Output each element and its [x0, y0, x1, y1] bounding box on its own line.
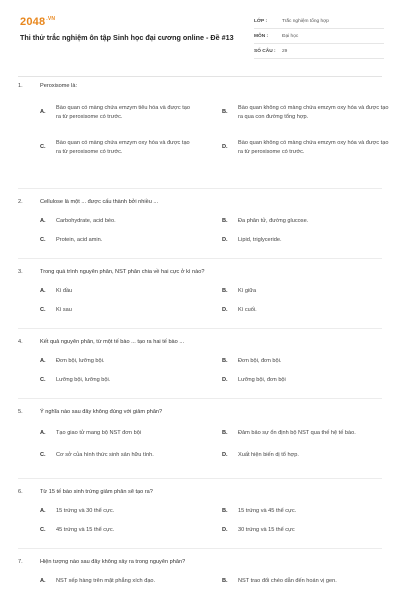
option-letter: C.: [40, 307, 46, 314]
option-text: Đảm bảo sự ổn định bộ NST qua thế hệ tế bào.: [238, 429, 356, 436]
option-text: Đơn bội, lưỡng bội.: [56, 358, 105, 365]
question-item: [18, 549, 382, 600]
option-text: Kì sau: [56, 307, 72, 314]
question-number: 2.: [18, 199, 23, 205]
answer-option-d[interactable]: [222, 130, 400, 165]
question-number: 6.: [18, 489, 23, 495]
option-text: Đa phân tử, đường glucose.: [238, 218, 309, 225]
question-number: 1.: [18, 83, 23, 89]
answer-option-b[interactable]: [222, 352, 400, 371]
answer-option-c[interactable]: [40, 301, 222, 320]
answer-option-b[interactable]: [222, 212, 400, 231]
question-number: 7.: [18, 559, 23, 565]
option-text: Kì đầu: [56, 288, 73, 295]
question-text: Hiện tượng nào sau đây không xảy ra trong nguyên phân?: [40, 559, 186, 565]
option-text: Xuất hiện biến dị tổ hợp.: [238, 452, 299, 459]
option-text: Kì cuối.: [238, 307, 257, 314]
question-list: [18, 77, 389, 600]
option-letter: D.: [222, 237, 228, 244]
option-text: 15 trứng và 45 thể cực.: [238, 508, 297, 515]
exam-meta: [254, 14, 384, 59]
meta-value: 29: [282, 48, 288, 54]
option-letter: B.: [222, 358, 228, 365]
answer-option-b[interactable]: [222, 502, 400, 521]
option-text: Kì giữa: [238, 288, 257, 295]
option-letter: C.: [40, 237, 46, 244]
question-item: [18, 259, 382, 329]
question-text: Cellulose là một ... được cấu thành bởi nhiều ...: [40, 199, 159, 205]
question-text: Ý nghĩa nào sau đây không đúng với giảm phân?: [40, 409, 163, 415]
option-text: NST trao đổi chéo dẫn đến hoán vị gen.: [238, 578, 337, 585]
answer-option-d[interactable]: [222, 231, 400, 250]
answer-option-a[interactable]: [40, 95, 222, 130]
option-text: Lưỡng bội, đơn bội: [238, 377, 286, 384]
option-letter: B.: [222, 429, 228, 436]
answer-option-d[interactable]: [222, 301, 400, 320]
option-text: 30 trứng và 15 thể cực: [238, 527, 295, 534]
option-text: Bào quan có màng chứa emzym oxy hóa và được tạo ra từ peroxisome có trước.: [56, 140, 190, 155]
answer-option-c[interactable]: [40, 521, 222, 540]
meta-row-subject: [254, 29, 384, 44]
answer-option-b[interactable]: [222, 572, 400, 591]
option-letter: D.: [222, 144, 228, 151]
option-letter: C.: [40, 144, 46, 151]
question-text: Trong quá trình nguyên phân, NST phân chia về hai cực ở kì nào?: [40, 269, 205, 275]
exam-header: [18, 0, 382, 77]
option-letter: B.: [222, 578, 228, 585]
option-text: 45 trứng và 15 thể cực.: [56, 527, 115, 534]
answer-option-a[interactable]: [40, 352, 222, 371]
option-letter: C.: [40, 527, 46, 534]
option-letter: B.: [222, 218, 228, 225]
question-item: [18, 479, 382, 549]
question-item: [18, 329, 382, 399]
option-letter: D.: [222, 527, 228, 534]
question-text: Từ 15 tế bào sinh trứng giảm phân sẽ tạo ra?: [40, 489, 153, 495]
question-text: Kết quả nguyên phân, từ một tế bào ... tạo ra hai tế bào ...: [40, 339, 184, 345]
meta-key: SỐ CÂU :: [254, 48, 276, 54]
question-number: 3.: [18, 269, 23, 275]
exam-title: Thi thử trắc nghiệm ôn tập Sinh học đại cương online - Đề #13: [20, 33, 234, 42]
option-text: Lipid, triglyceride.: [238, 237, 282, 244]
option-letter: B.: [222, 508, 228, 515]
option-letter: A.: [40, 358, 46, 365]
answer-option-a[interactable]: [40, 502, 222, 521]
option-text: Cơ sở của hình thức sinh sản hữu tính.: [56, 452, 154, 459]
answer-option-c[interactable]: [40, 130, 222, 165]
question-number: 4.: [18, 339, 23, 345]
answer-option-d[interactable]: [222, 371, 400, 390]
meta-row-class: [254, 14, 384, 29]
answer-option-c[interactable]: [40, 231, 222, 250]
answer-option-b[interactable]: [222, 420, 400, 446]
option-letter: D.: [222, 307, 228, 314]
option-letter: C.: [40, 377, 46, 384]
question-item: [18, 399, 382, 479]
option-text: Đơn bội, đơn bội.: [238, 358, 282, 365]
option-text: NST xếp hàng trên mặt phẳng xích đạo.: [56, 578, 156, 585]
option-text: Bào quan không có màng chứa emzym oxy hóa và được tạo ra qua con đường tổng hợp.: [238, 105, 389, 120]
logo-suffix: .VN: [46, 16, 56, 23]
meta-key: LỚP :: [254, 18, 268, 24]
option-letter: D.: [222, 377, 228, 384]
option-letter: C.: [40, 452, 46, 459]
option-letter: B.: [222, 288, 228, 295]
answer-option-a[interactable]: [40, 282, 222, 301]
question-number: 5.: [18, 409, 23, 415]
option-text: Carbohydrate, acid béo.: [56, 218, 116, 225]
option-text: Protein, acid amin.: [56, 237, 103, 244]
option-letter: A.: [40, 508, 46, 515]
option-text: Bào quan có màng chứa emzym tiêu hóa và được tạo ra từ peroxisome có trước.: [56, 105, 190, 120]
answer-option-b[interactable]: [222, 282, 400, 301]
option-text: Tạo giao tử mang bộ NST đơn bội: [56, 429, 142, 436]
answer-option-d[interactable]: [222, 446, 400, 465]
meta-value: Đại học: [282, 33, 299, 39]
answer-option-a[interactable]: [40, 572, 222, 591]
answer-option-b[interactable]: [222, 95, 400, 130]
option-letter: B.: [222, 109, 228, 116]
answer-option-a[interactable]: [40, 420, 222, 446]
option-letter: A.: [40, 429, 46, 436]
meta-value: Trắc nghiệm tổng hợp: [282, 18, 329, 24]
question-item: [18, 77, 389, 189]
logo-text: 2048: [20, 16, 46, 28]
answer-option-c[interactable]: [40, 371, 222, 390]
option-letter: A.: [40, 288, 46, 295]
answer-option-c[interactable]: [40, 446, 222, 465]
meta-key: MÔN :: [254, 33, 269, 39]
option-letter: D.: [222, 452, 228, 459]
option-text: Lưỡng bội, lưỡng bội.: [56, 377, 111, 384]
option-letter: A.: [40, 109, 46, 116]
answer-option-d[interactable]: [222, 521, 400, 540]
question-item: [18, 189, 382, 259]
option-letter: A.: [40, 218, 46, 225]
site-logo[interactable]: [20, 16, 55, 28]
meta-row-question-count: [254, 44, 384, 59]
question-text: Peroxisome là:: [40, 83, 77, 89]
answer-option-a[interactable]: [40, 212, 222, 231]
option-text: 15 trứng và 30 thể cực.: [56, 508, 115, 515]
option-letter: A.: [40, 578, 46, 585]
option-text: Bào quan không có màng chứa emzym oxy hóa và được tạo ra từ peroxisome có trước.: [238, 140, 389, 155]
